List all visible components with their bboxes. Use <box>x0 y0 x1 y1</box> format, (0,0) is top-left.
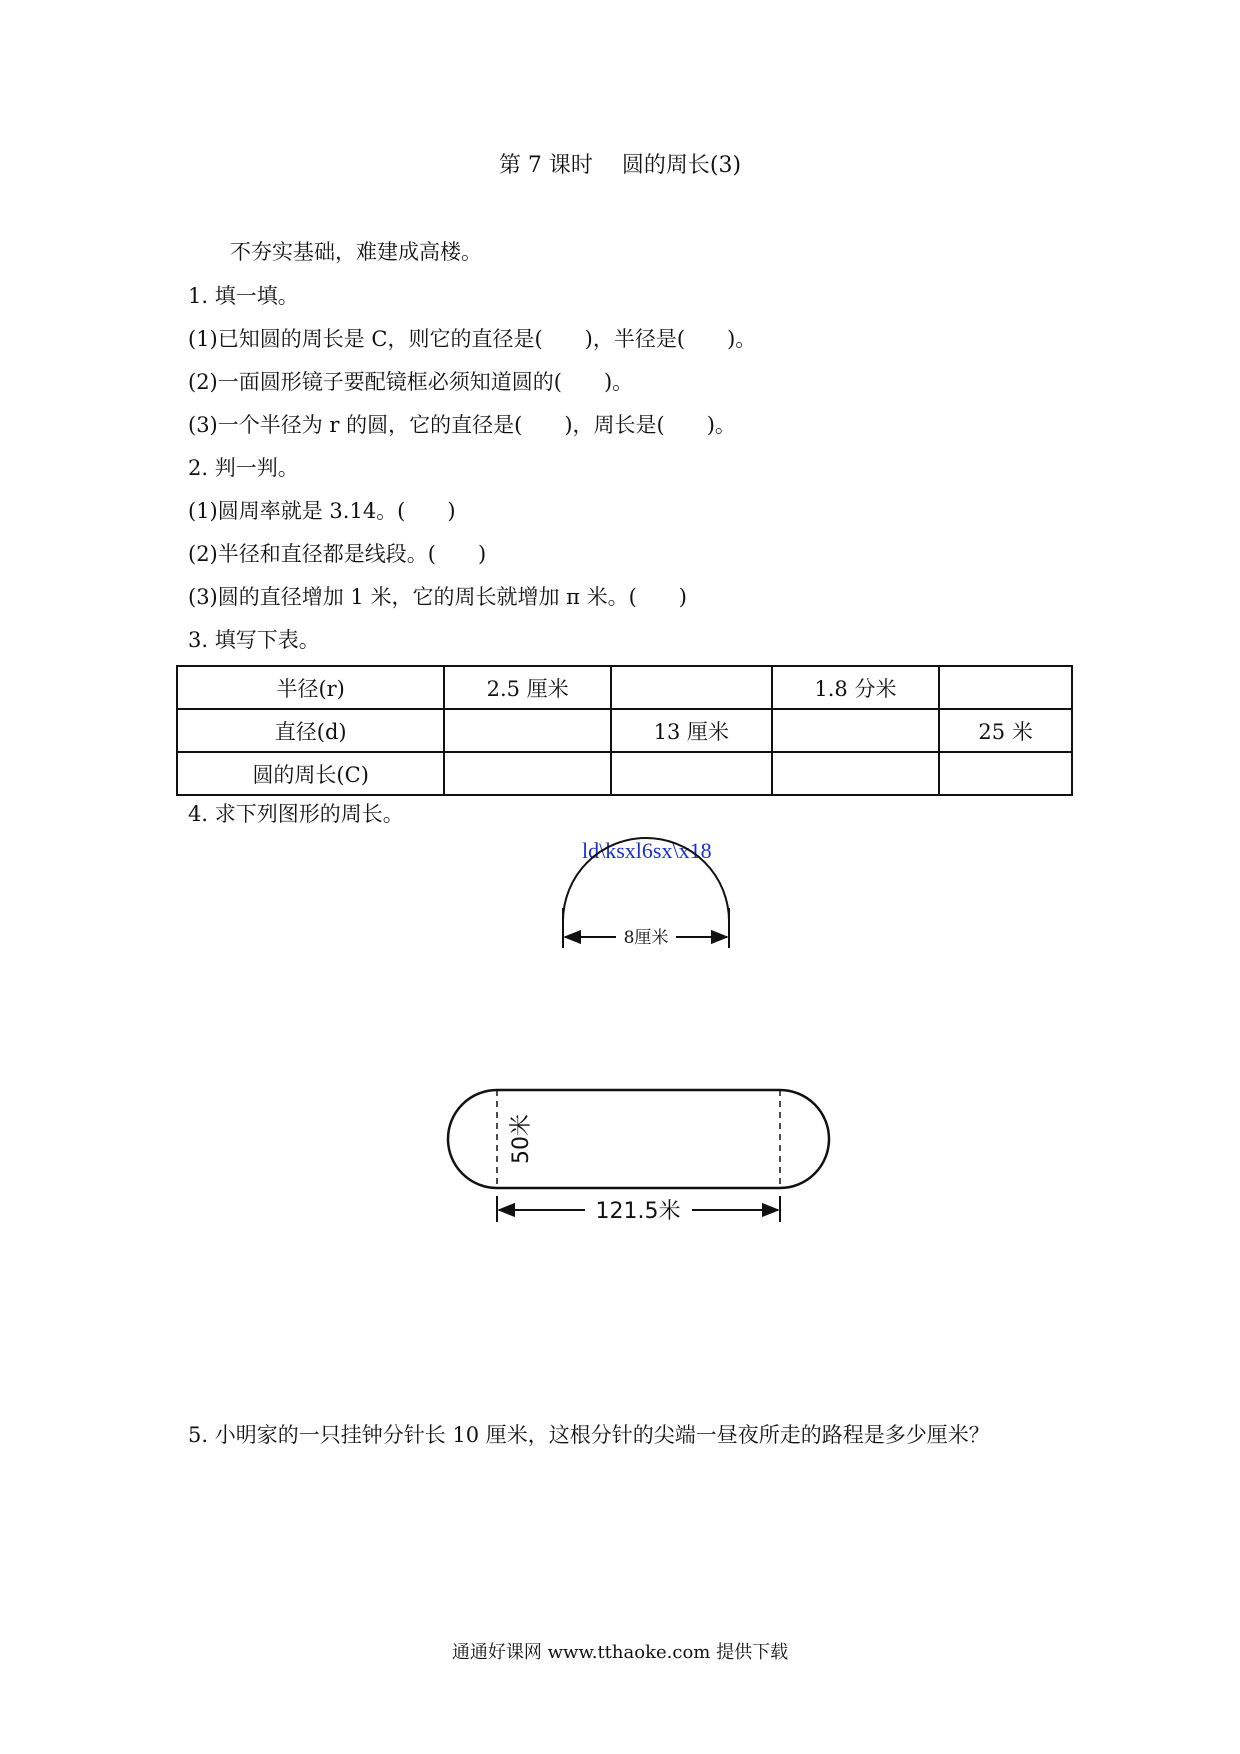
q5-text: 5. 小明家的一只挂钟分针长 10 厘米，这根分针的尖端一昼夜所走的路程是多少厘米？ <box>188 1423 990 1447</box>
q2-item-3: (3)圆的直径增加 1 米，它的周长就增加 π 米。( ) <box>188 585 687 609</box>
stadium-width-label: 121.5米 <box>595 1199 681 1224</box>
semicircle-width-label: 8厘米 <box>623 928 669 948</box>
table-cell: 半径(r) <box>177 666 444 709</box>
q1-item-3: (3)一个半径为 r 的圆，它的直径是( )，周长是( )。 <box>188 413 736 437</box>
motto: 不夯实基础，难建成高楼。 <box>230 240 482 264</box>
q1-heading: 1. 填一填。 <box>188 284 299 308</box>
q2-item-1: (1)圆周率就是 3.14。( ) <box>188 499 456 523</box>
page-title: 第 7 课时 圆的周长(3) <box>498 153 742 178</box>
q1-item-1: (1)已知圆的周长是 C，则它的直径是( )，半径是( )。 <box>188 327 757 351</box>
table-cell: 直径(d) <box>177 709 444 752</box>
table-cell: 2.5 厘米 <box>444 666 611 709</box>
table-cell: 圆的周长(C) <box>177 752 444 795</box>
semicircle-figure <box>563 838 729 948</box>
q4-heading: 4. 求下列图形的周长。 <box>188 802 404 826</box>
stadium-outline <box>448 1090 829 1188</box>
table-cell: 25 米 <box>939 709 1072 752</box>
table-cell: 1.8 分米 <box>772 666 940 709</box>
semicircle-arc <box>563 838 729 921</box>
q2-heading: 2. 判一判。 <box>188 456 299 480</box>
stadium-height-label: 50米 <box>509 1114 534 1164</box>
q3-heading: 3. 填写下表。 <box>188 628 320 652</box>
watermark-text: ld\ksxl6sx\x18 <box>582 838 712 863</box>
stadium-figure <box>448 1090 829 1224</box>
table-cell: 13 厘米 <box>611 709 772 752</box>
q2-item-2: (2)半径和直径都是线段。( ) <box>188 542 487 566</box>
q1-item-2: (2)一面圆形镜子要配镜框必须知道圆的( )。 <box>188 370 634 394</box>
footer-text: 通通好课网 www.tthaoke.com 提供下载 <box>451 1642 789 1663</box>
